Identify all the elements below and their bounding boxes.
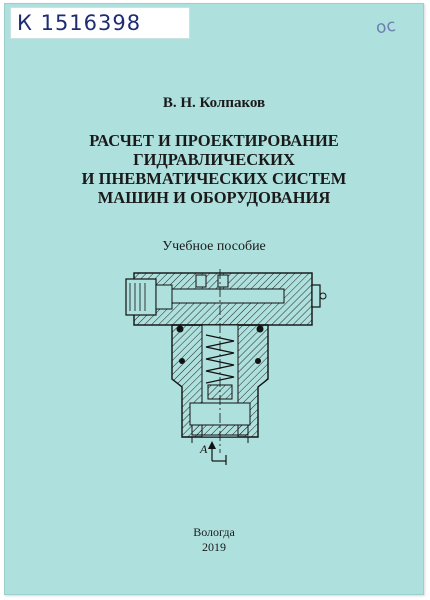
book-title [4, 131, 424, 207]
title-line: ГИДРАВЛИЧЕСКИХ [133, 150, 295, 169]
valve-section-drawing [122, 269, 332, 469]
library-stamp-text: К 1516398 [17, 11, 142, 35]
library-stamp [10, 7, 190, 39]
publication-year: 2019 [202, 540, 226, 554]
title-line: РАСЧЕТ И ПРОЕКТИРОВАНИЕ [89, 131, 339, 150]
section-label: А [200, 442, 208, 456]
book-subtitle: Учебное пособие [162, 239, 266, 254]
title-line: И ПНЕВМАТИЧЕСКИХ СИСТЕМ [81, 169, 347, 188]
publication-city: Вологда [193, 525, 235, 539]
title-line: МАШИН И ОБОРУДОВАНИЯ [97, 188, 331, 207]
handwritten-mark: ос [374, 15, 398, 39]
author-name: В. Н. Колпаков [162, 95, 266, 111]
book-cover [4, 3, 424, 595]
valve-body [126, 269, 326, 465]
